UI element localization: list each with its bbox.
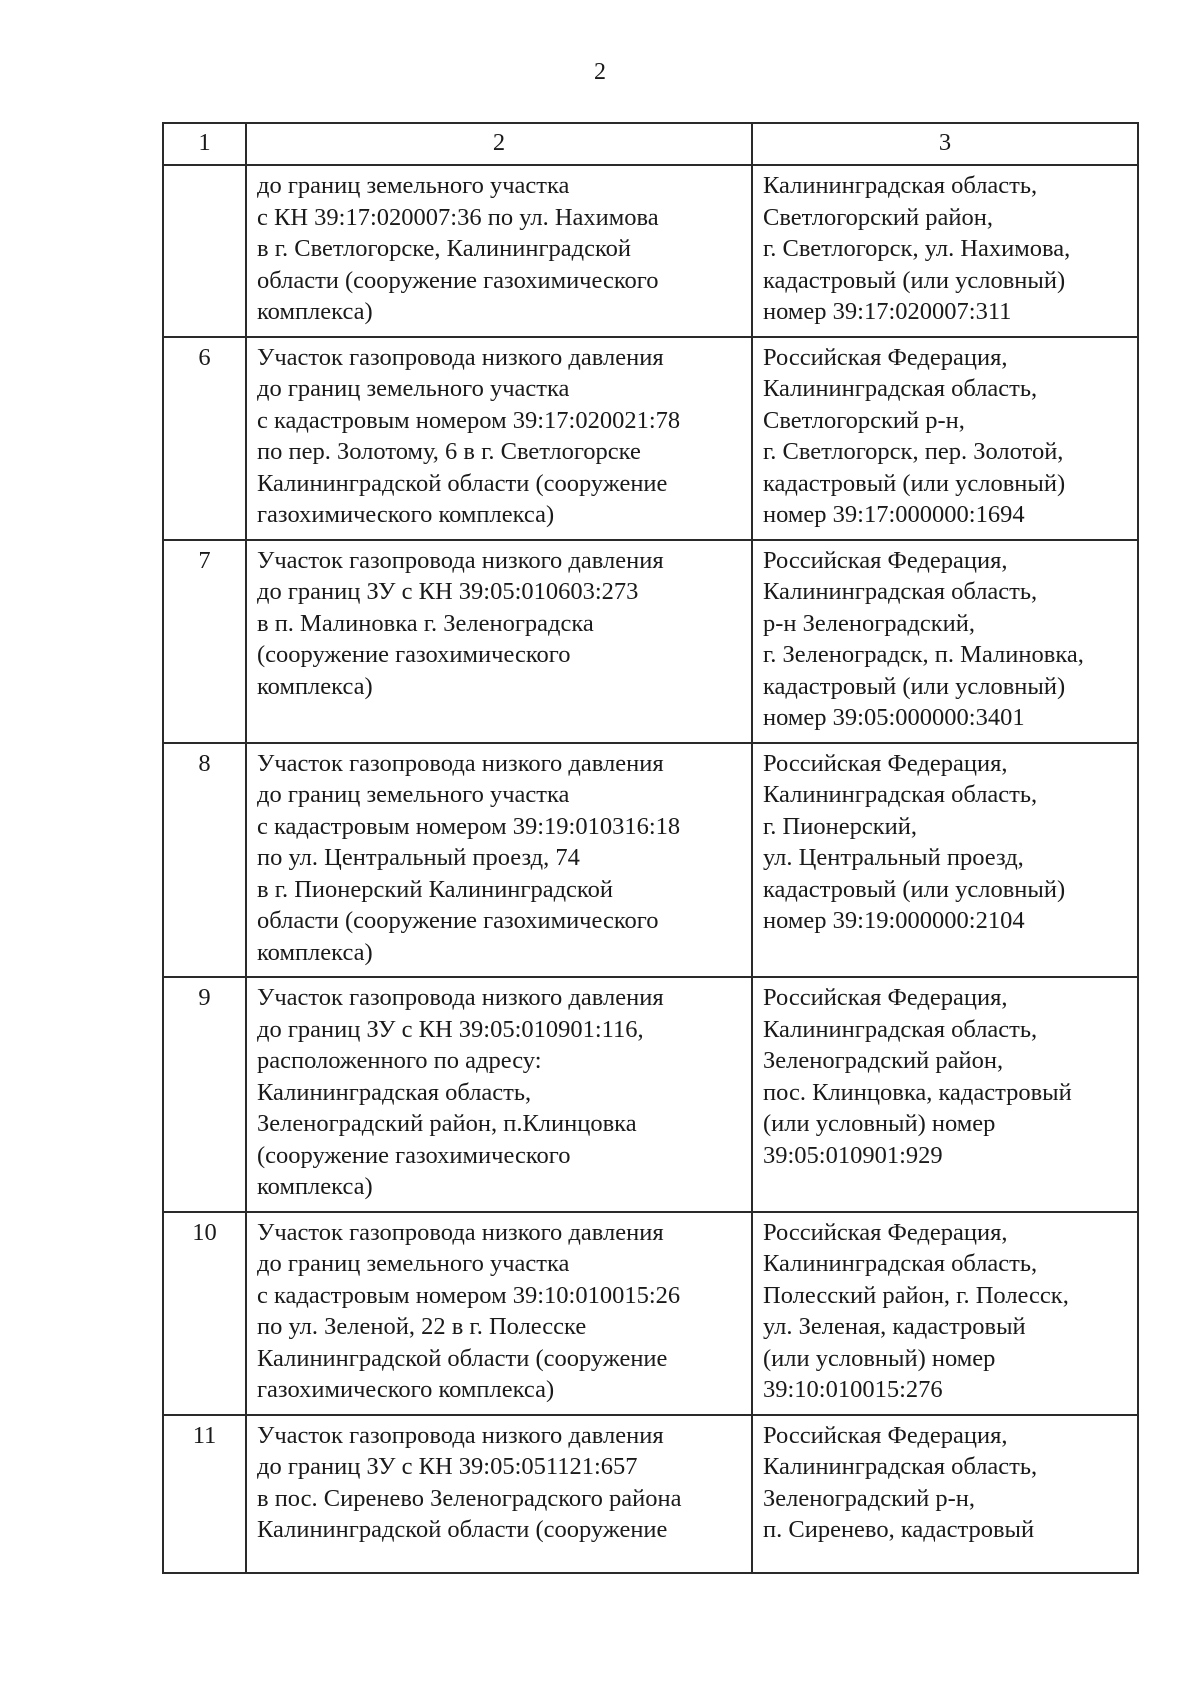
row-number: 9 [163,977,246,1212]
object-description: Участок газопровода низкого давления до границ ЗУ с КН 39:05:051121:657 в пос. Сиренево Зеленоградского района Калининградской области (сооружение [246,1415,752,1573]
object-location: Российская Федерация, Калининградская область, Зеленоградский район, пос. Клинцовка, кадастровый (или условный) номер 39:05:010901:929 [752,977,1138,1212]
column-header-2: 2 [246,123,752,165]
row-number: 10 [163,1212,246,1415]
object-description: Участок газопровода низкого давления до границ ЗУ с КН 39:05:010901:116, расположенного по адресу: Калининградская область, Зеленоградский район, п.Клинцовка (сооружение газохимического комплекса) [246,977,752,1212]
table-row [163,977,1138,1212]
table-row [163,337,1138,540]
table-row [163,540,1138,743]
object-location: Российская Федерация, Калининградская область, г. Пионерский, ул. Центральный проезд, кадастровый (или условный) номер 39:19:000000:2104 [752,743,1138,978]
table-row [163,1212,1138,1415]
column-header-3: 3 [752,123,1138,165]
object-description: Участок газопровода низкого давления до границ земельного участка с кадастровым номером 39:19:010316:18 по ул. Центральный проезд, 74 в г. Пионерский Калининградской области (сооружение газохимического комплекса) [246,743,752,978]
page-number: 2 [594,59,606,85]
row-number: 7 [163,540,246,743]
object-description: до границ земельного участка с КН 39:17:020007:36 по ул. Нахимова в г. Светлогорске, Калининградской области (сооружение газохимического комплекса) [246,165,752,337]
row-number [163,165,246,337]
object-location: Калининградская область, Светлогорский район, г. Светлогорск, ул. Нахимова, кадастровый (или условный) номер 39:17:020007:311 [752,165,1138,337]
object-location: Российская Федерация, Калининградская область, Полесский район, г. Полесск, ул. Зеленая, кадастровый (или условный) номер 39:10:010015:276 [752,1212,1138,1415]
object-location: Российская Федерация, Калининградская область, р-н Зеленоградский, г. Зеленоградск, п. Малиновка, кадастровый (или условный) номер 39:05:000000:3401 [752,540,1138,743]
object-location: Российская Федерация, Калининградская область, Зеленоградский р-н, п. Сиренево, кадастровый [752,1415,1138,1573]
object-location: Российская Федерация, Калининградская область, Светлогорский р-н, г. Светлогорск, пер. Золотой, кадастровый (или условный) номер 39:17:000000:1694 [752,337,1138,540]
objects-table [162,122,1139,1574]
table-row [163,165,1138,337]
object-description: Участок газопровода низкого давления до границ земельного участка с кадастровым номером 39:10:010015:26 по ул. Зеленой, 22 в г. Полесске Калининградской области (сооружение газохимического комплекса) [246,1212,752,1415]
row-number: 11 [163,1415,246,1573]
object-description: Участок газопровода низкого давления до границ ЗУ с КН 39:05:010603:273 в п. Малиновка г. Зеленоградска (сооружение газохимического комплекса) [246,540,752,743]
table-row [163,743,1138,978]
row-number: 8 [163,743,246,978]
table-header-row [163,123,1138,165]
row-number: 6 [163,337,246,540]
table-row [163,1415,1138,1573]
column-header-1: 1 [163,123,246,165]
object-description: Участок газопровода низкого давления до границ земельного участка с кадастровым номером 39:17:020021:78 по пер. Золотому, 6 в г. Светлогорске Калининградской области (сооружение газохимического комплекса) [246,337,752,540]
